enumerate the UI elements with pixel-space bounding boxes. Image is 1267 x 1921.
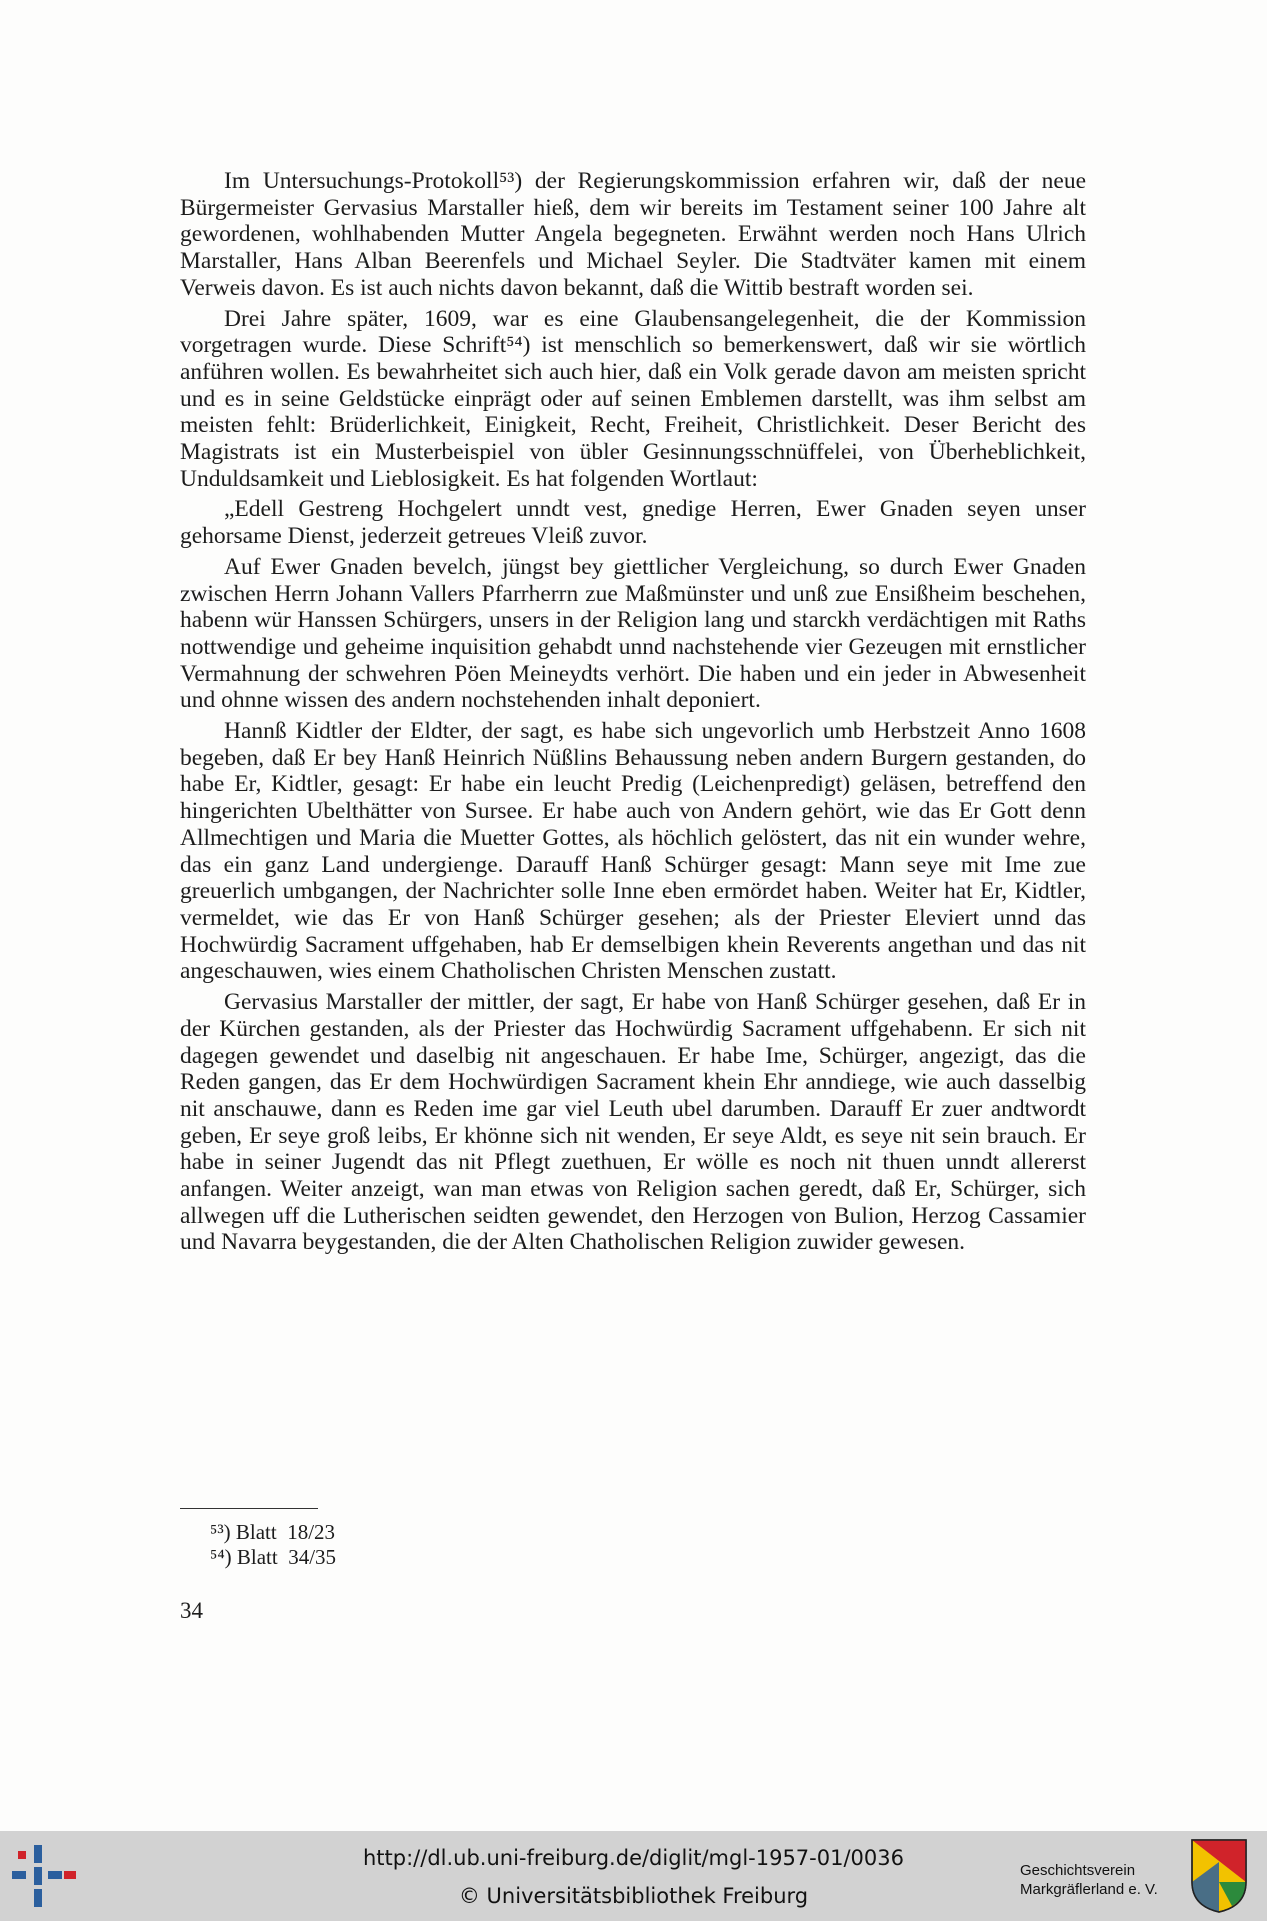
society-line: Markgräflerland e. V. <box>1020 1881 1158 1898</box>
society-name <box>1020 1861 1158 1899</box>
paragraph: Hannß Kidtler der Eldter, der sagt, es habe sich ungevorlich umb Herbstzeit Anno 1608 begeben, daß Er bey Hanß Heinrich Nüßlins Behaussung neben andern Burgern gestanden, do habe Er, Kidtler, gesagt: Er habe ein leucht Predig (Leichenpredigt) geläsen, betreffend den hingerichten Ubelthätter von Sursee. Er habe auch von Andern gehört, wie das Er Gott denn Allmechtigen und Maria die Muetter Gottes, als höchlich gelöstert, das nit ein wunder wehre, das ein ganz Land undergienge. Darauff Hanß Schürger gesagt: Mann seye mit Ime zue greuerlich umbgangen, der Nachrichter solle Inne eben ermördet haben. Weiter hat Er, Kidtler, vermeldet, wie das Er von Hanß Schürger gesehen; als der Priester Eleviert unnd das Hochwürdig Sacrament uffgehaben, hab Er demselbigen khein Reverents angethan und das nit angeschauwen, wies einem Chatholischen Christen Menschen zustatt. <box>180 718 1086 985</box>
footnote: ⁵⁴) Blatt 34/35 <box>210 1545 337 1569</box>
paragraph: „Edell Gestreng Hochgelert unndt vest, gnedige Herren, Ewer Gnaden seyen unser gehorsame Dienst, jederzeit getreues Vleiß zuvor. <box>180 496 1086 550</box>
footnotes <box>210 1520 336 1570</box>
society-line: Geschichtsverein <box>1020 1862 1136 1879</box>
coat-of-arms-icon <box>1190 1838 1248 1914</box>
footnote-separator <box>180 1508 318 1509</box>
page-number: 34 <box>180 1598 203 1623</box>
footer-url-link[interactable]: http://dl.ub.uni-freiburg.de/diglit/mgl-1957-01/0036 <box>362 1846 904 1870</box>
paragraph: Auf Ewer Gnaden bevelch, jüngst bey giettlicher Vergleichung, so durch Ewer Gnaden zwischen Herrn Johann Vallers Pfarrherrn zue Maßmünster und unß zue Ensißheim beschehen, habenn wür Hanssen Schürgers, unsers in der Religion lang und starckh verdächtigen mit Raths nottwendige und geheime inquisition gehabdt unnd nachstehende vier Gezeugen mit ernstlicher Vermahnung der schwehren Pöen Meineydts verhört. Die haben und ein jeder in Abwesenheit und ohnne wissen des andern nochstehenden inhalt deponiert. <box>180 553 1086 714</box>
paragraph: Gervasius Marstaller der mittler, der sagt, Er habe von Hanß Schürger gesehen, daß Er in der Kürchen gestanden, als der Priester das Hochwürdig Sacrament uffgehabenn. Er sich nit dagegen gewendet und daselbig nit angeschauen. Er habe Ime, Schürger, angezigt, das die Reden gangen, das Er dem Hochwürdigen Sacrament khein Ehr anndiege, wie auch dasselbig nit anschauwe, dann es Reden ime gar viel Leuth ubel darumben. Darauff Er zuer andtwordt geben, Er seye groß leibs, Er khönne sich nit wenden, Er seye Aldt, es seye nit sein brauch. Er habe in seiner Jugendt das nit Pflegt zuethuen, Er wölle es noch nit thuen unndt allererst anfangen. Weiter anzeigt, wan man etwas von Religion sachen geredt, daß Er, Schürger, sich allwegen uff die Lutherischen seidten gewendet, den Herzogen von Bulion, Herzog Cassamier und Navarra beygestanden, die der Alten Chatholischen Religion zuwider gewesen. <box>180 989 1086 1256</box>
paragraph: Im Untersuchungs-Protokoll⁵³) der Regierungskommission erfahren wir, daß der neue Bürgermeister Gervasius Marstaller hieß, dem wir bereits im Testament seiner 100 Jahre alt gewordenen, wohlhabenden Mutter Angela begegneten. Erwähnt werden noch Hans Ulrich Marstaller, Hans Alban Beerenfels und Michael Seyler. Die Stadtväter kamen mit einem Verweis davon. Es ist auch nichts davon bekannt, daß die Wittib bestraft worden sei. <box>180 168 1086 301</box>
footnote: ⁵³) Blatt 18/23 <box>210 1520 336 1544</box>
paragraph: Drei Jahre später, 1609, war es eine Glaubensangelegenheit, die der Kommission vorgetragen wurde. Diese Schrift⁵⁴) ist menschlich so bemerkenswert, daß wir sie wörtlich anführen wollen. Es bewahrheitet sich auch hier, daß ein Volk gerade davon am meisten spricht und es in seine Geldstücke einprägt oder auf seinen Emblemen darstellt, was ihm selbst am meisten fehlt: Brüderlichkeit, Einigkeit, Recht, Freiheit, Christlichkeit. Deser Bericht des Magistrats ist ein Musterbeispiel von übler Gesinnungsschnüffelei, von Überheblichkeit, Unduldsamkeit und Lieblosigkeit. Es hat folgenden Wortlaut: <box>180 305 1086 492</box>
body-text <box>180 168 1086 1260</box>
footer-copyright: © Universitätsbibliothek Freiburg <box>458 1884 809 1908</box>
